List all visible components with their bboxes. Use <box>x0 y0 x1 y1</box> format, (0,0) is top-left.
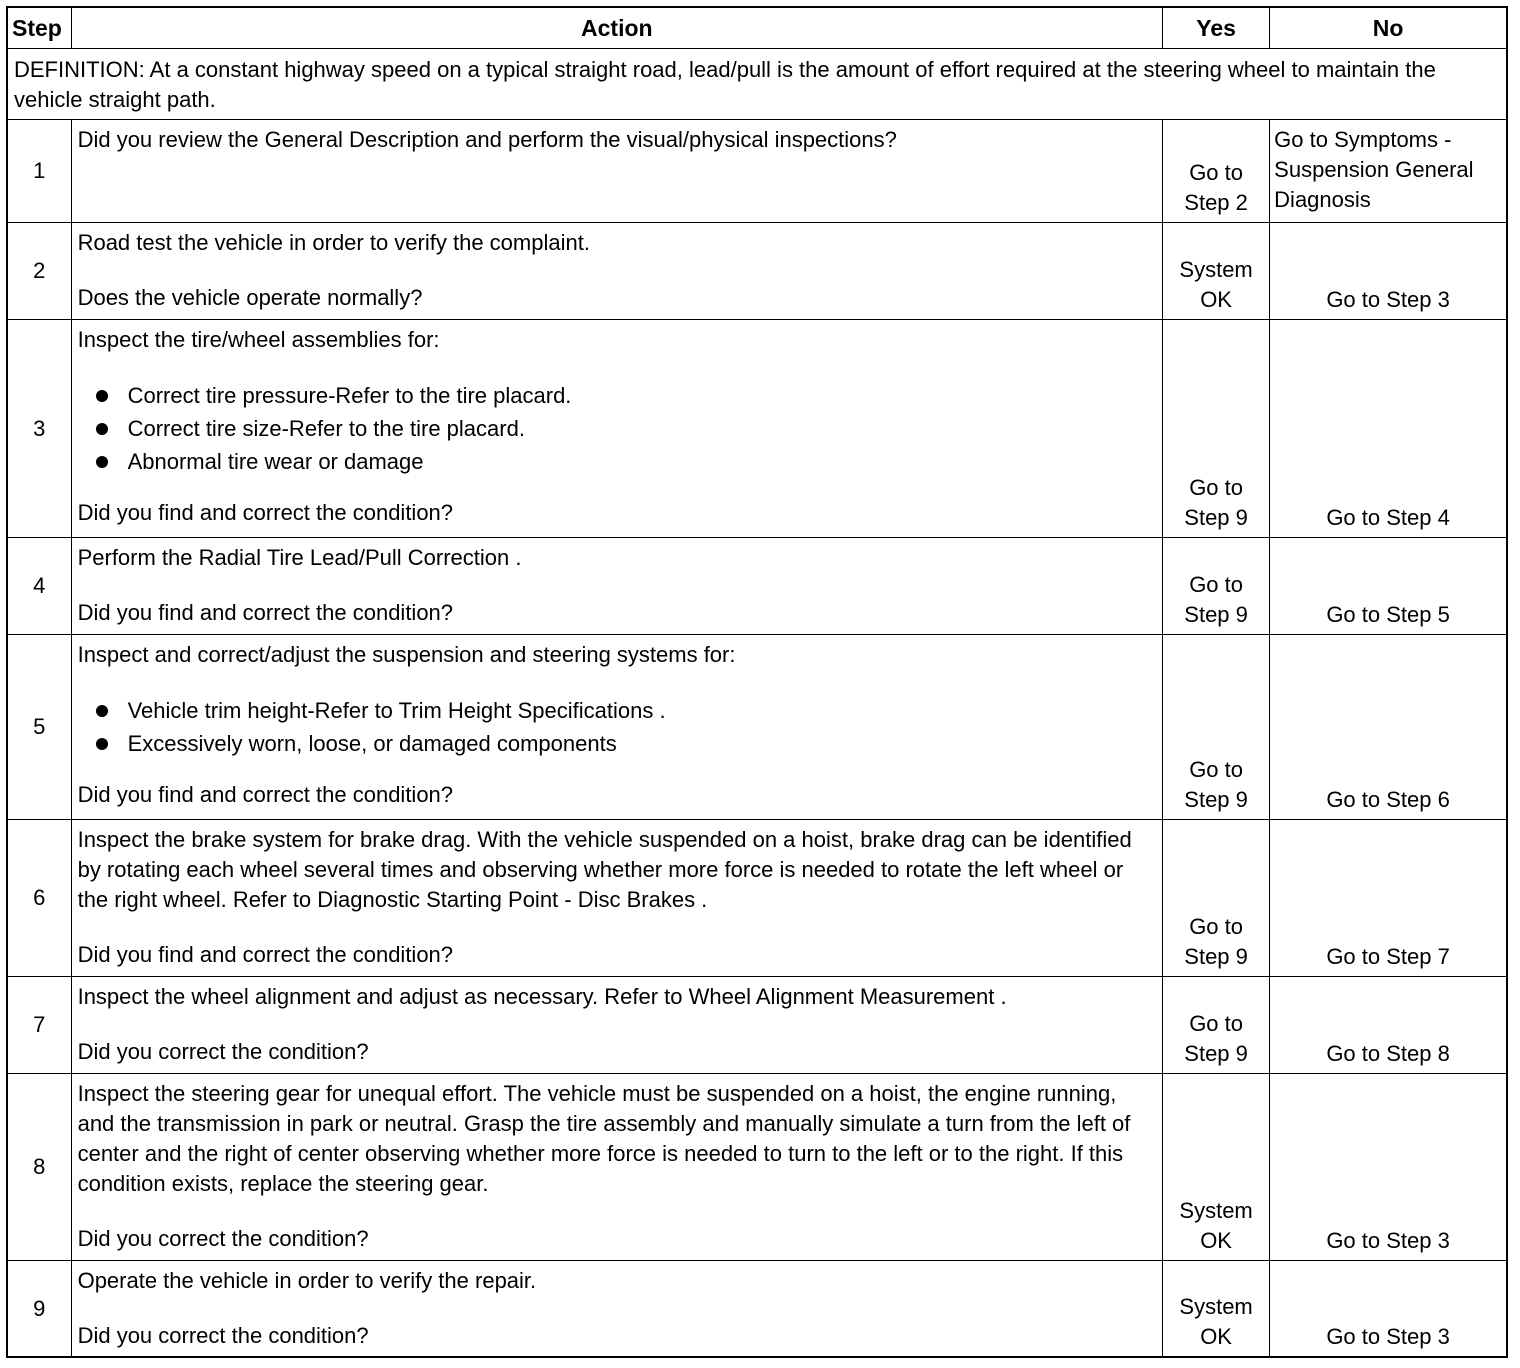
header-row <box>7 7 1507 49</box>
definition-row <box>7 49 1507 120</box>
action-text: Inspect the tire/wheel assemblies for: <box>77 327 440 352</box>
question-text: Did you correct the condition? <box>77 1039 369 1064</box>
no-result: Go to Step 3 <box>1270 1261 1507 1358</box>
step-number: 1 <box>7 120 71 223</box>
table-row <box>7 223 1507 320</box>
step-number: 7 <box>7 977 71 1074</box>
no-result: Go to Symptoms - Suspension General Diagnosis <box>1270 120 1507 223</box>
question-text: Did you find and correct the condition? <box>77 500 454 525</box>
table-row <box>7 820 1507 977</box>
action-text: Did you review the General Description and perform the visual/physical inspections? <box>77 127 897 152</box>
question-text: Did you find and correct the condition? <box>77 782 454 807</box>
yes-text: System OK <box>1179 1294 1253 1349</box>
step-action <box>71 120 1162 223</box>
step-number: 9 <box>7 1261 71 1358</box>
step-action <box>71 320 1162 538</box>
bullet-list <box>78 379 1156 478</box>
no-result: Go to Step 3 <box>1270 1074 1507 1261</box>
question-text: Did you correct the condition? <box>77 1226 369 1251</box>
action-text: Inspect the brake system for brake drag. With the vehicle suspended on a hoist, brake drag can be identified by rotating each wheel several times and observing whether more force is needed to rotate the left wheel or the right wheel. Refer to Diagnostic Starting Point - Disc Brakes . <box>77 827 1132 912</box>
table-row <box>7 635 1507 820</box>
table-row <box>7 120 1507 223</box>
action-text: Operate the vehicle in order to verify the repair. <box>77 1268 537 1293</box>
step-number: 2 <box>7 223 71 320</box>
step-action <box>71 223 1162 320</box>
yes-text: Go to Step 9 <box>1184 475 1248 530</box>
question-text: Did you find and correct the condition? <box>77 600 454 625</box>
action-text: Road test the vehicle in order to verify the complaint. <box>77 230 590 255</box>
no-result: Go to Step 4 <box>1270 320 1507 538</box>
step-number: 8 <box>7 1074 71 1261</box>
step-action <box>71 820 1162 977</box>
step-number: 5 <box>7 635 71 820</box>
table-row <box>7 538 1507 635</box>
question-text: Does the vehicle operate normally? <box>77 285 423 310</box>
step-action <box>71 538 1162 635</box>
step-number: 4 <box>7 538 71 635</box>
yes-text: Go to Step 2 <box>1184 160 1248 215</box>
definition-text: DEFINITION: At a constant highway speed on a typical straight road, lead/pull is the amount of effort required at the steering wheel to maintain the vehicle straight path. <box>7 49 1507 120</box>
step-number: 3 <box>7 320 71 538</box>
list-item: Correct tire size-Refer to the tire placard. <box>92 412 1156 445</box>
yes-result <box>1163 635 1270 820</box>
yes-result <box>1163 1074 1270 1261</box>
no-result: Go to Step 5 <box>1270 538 1507 635</box>
table-row <box>7 320 1507 538</box>
action-text: Inspect the steering gear for unequal effort. The vehicle must be suspended on a hoist, the engine running, and the transmission in park or neutral. Grasp the tire assembly and manually simulate a turn from the left of center and the right of center observing whether more force is needed to turn to the left or to the right. If this condition exists, replace the steering gear. <box>77 1081 1131 1196</box>
action-text: Inspect and correct/adjust the suspension and steering systems for: <box>77 642 736 667</box>
step-action <box>71 635 1162 820</box>
question-text: Did you correct the condition? <box>77 1323 369 1348</box>
bullet-list <box>78 694 1156 760</box>
header-action: Action <box>71 7 1162 49</box>
yes-result <box>1163 320 1270 538</box>
yes-text: System OK <box>1179 257 1253 312</box>
step-number: 6 <box>7 820 71 977</box>
diagnostic-table <box>6 6 1508 1358</box>
yes-result <box>1163 538 1270 635</box>
list-item: Vehicle trim height-Refer to Trim Height Specifications . <box>92 694 1156 727</box>
list-item: Excessively worn, loose, or damaged components <box>92 727 1156 760</box>
yes-text: System OK <box>1179 1198 1253 1253</box>
no-result: Go to Step 6 <box>1270 635 1507 820</box>
table-row <box>7 1261 1507 1358</box>
yes-result <box>1163 977 1270 1074</box>
question-text: Did you find and correct the condition? <box>77 942 454 967</box>
no-result: Go to Step 7 <box>1270 820 1507 977</box>
action-text: Inspect the wheel alignment and adjust as necessary. Refer to Wheel Alignment Measurement . <box>77 984 1007 1009</box>
yes-text: Go to Step 9 <box>1184 757 1248 812</box>
yes-text: Go to Step 9 <box>1184 914 1248 969</box>
step-action <box>71 1074 1162 1261</box>
header-step: Step <box>7 7 71 49</box>
no-result: Go to Step 8 <box>1270 977 1507 1074</box>
list-item: Abnormal tire wear or damage <box>92 445 1156 478</box>
yes-text: Go to Step 9 <box>1184 1011 1248 1066</box>
table-row <box>7 1074 1507 1261</box>
yes-result <box>1163 223 1270 320</box>
action-text: Perform the Radial Tire Lead/Pull Correction . <box>77 545 522 570</box>
yes-text: Go to Step 9 <box>1184 572 1248 627</box>
no-result: Go to Step 3 <box>1270 223 1507 320</box>
header-yes: Yes <box>1163 7 1270 49</box>
step-action <box>71 1261 1162 1358</box>
yes-result <box>1163 120 1270 223</box>
table-row <box>7 977 1507 1074</box>
step-action <box>71 977 1162 1074</box>
list-item: Correct tire pressure-Refer to the tire placard. <box>92 379 1156 412</box>
header-no: No <box>1270 7 1507 49</box>
yes-result <box>1163 1261 1270 1358</box>
yes-result <box>1163 820 1270 977</box>
